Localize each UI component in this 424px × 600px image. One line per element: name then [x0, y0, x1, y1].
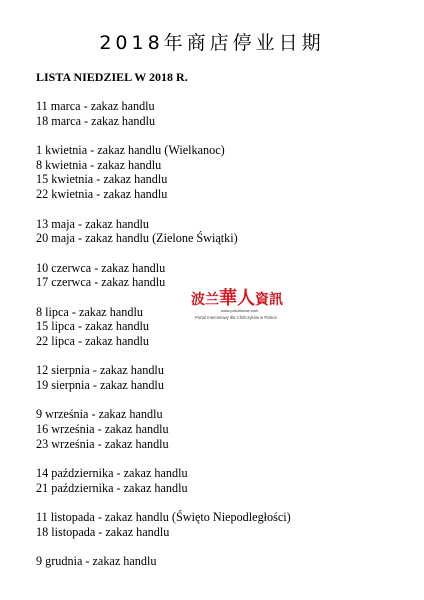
- date-entry: 22 lipca - zakaz handlu: [36, 334, 150, 348]
- date-entry: 10 czerwca - zakaz handlu: [36, 260, 166, 275]
- date-entry: 18 listopada - zakaz handlu: [36, 524, 170, 539]
- date-entry: 13 maja - zakaz handlu: [36, 216, 150, 231]
- page-title: 2018年商店停业日期: [99, 32, 325, 54]
- date-entry: 22 kwietnia - zakaz handlu: [36, 187, 168, 202]
- list-heading: LISTA NIEDZIEL W 2018 R.: [36, 70, 188, 84]
- date-entry: 11 listopada - zakaz handlu (Święto Niepodległości): [36, 510, 291, 525]
- group-spacer: [36, 496, 396, 511]
- date-entry: 21 października - zakaz handlu: [36, 480, 188, 495]
- date-entry: 1 kwietnia - zakaz handlu (Wielkanoc): [36, 143, 225, 158]
- date-entry: 18 marca - zakaz handlu: [36, 113, 156, 128]
- closing-dates-list: [36, 99, 396, 569]
- logo-wordmark: 波兰華人資訊: [191, 288, 283, 309]
- group-spacer: [36, 349, 396, 364]
- group-spacer: [36, 540, 396, 555]
- date-entry: 11 marca - zakaz handlu: [36, 99, 155, 113]
- date-entry: 15 lipca - zakaz handlu: [36, 319, 150, 334]
- date-entry: 20 maja - zakaz handlu (Zielone Świątki): [36, 231, 238, 246]
- group-spacer: [36, 246, 396, 261]
- logo-url: www.polchinese.com: [221, 308, 259, 313]
- date-entry: 8 lipca - zakaz handlu: [36, 304, 143, 319]
- date-entry: 8 kwietnia - zakaz handlu: [36, 157, 162, 172]
- group-spacer: [36, 202, 396, 217]
- logo-tagline: Portal Internetowy dla Chińczyków w Polsce: [195, 315, 277, 320]
- date-entry: 15 kwietnia - zakaz handlu: [36, 172, 168, 187]
- date-entry: 9 grudnia - zakaz handlu: [36, 554, 157, 569]
- group-spacer: [36, 452, 396, 467]
- date-entry: 9 września - zakaz handlu: [36, 407, 163, 422]
- watermark-logo: [191, 288, 291, 327]
- date-entry: 23 września - zakaz handlu: [36, 436, 169, 451]
- date-entry: 14 października - zakaz handlu: [36, 466, 188, 481]
- date-entry: 12 sierpnia - zakaz handlu: [36, 363, 164, 378]
- group-spacer: [36, 128, 396, 143]
- date-entry: 17 czerwca - zakaz handlu: [36, 275, 166, 290]
- group-spacer: [36, 393, 396, 408]
- date-entry: 19 sierpnia - zakaz handlu: [36, 378, 164, 393]
- date-entry: 16 września - zakaz handlu: [36, 422, 169, 437]
